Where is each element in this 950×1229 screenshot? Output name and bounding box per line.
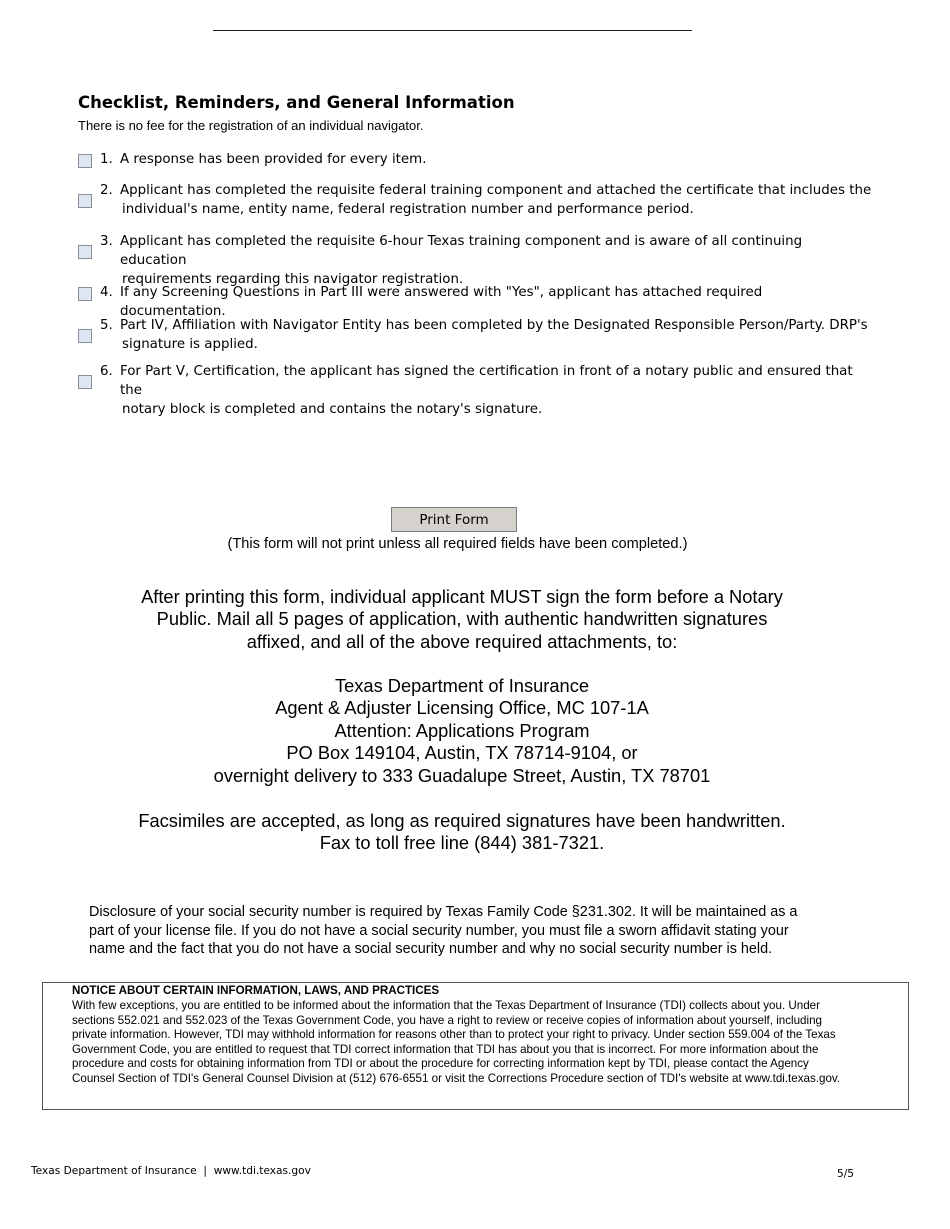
notice-line: procedure and costs for obtaining information from TDI or about the procedure for correcting information kept by TDI, please contact the Agency [72,1057,809,1071]
item-text [120,316,872,354]
address-line: Texas Department of Insurance [334,675,590,696]
notice-line: private information. However, TDI may withhold information for reasons other than to protect your right to privacy. Under section 559.004 of the Texas [72,1028,836,1042]
instruction-line: After printing this form, individual applicant MUST sign the form before a Notary [141,586,783,607]
disclosure-line: Disclosure of your social security number is required by Texas Family Code §231.302. It will be maintained as a [89,904,798,920]
print-form-button[interactable]: Print Form [391,507,517,532]
item-text [120,181,872,219]
print-note: (This form will not print unless all required fields have been completed.) [227,536,688,552]
item-text-line: requirements regarding this navigator registration. [122,272,464,287]
item-text-line: Part IV, Affiliation with Navigator Entity has been completed by the Designated Responsible Person/Party. DRP's [120,318,868,333]
mailing-instructions [0,586,924,653]
item-number: 4. [100,285,113,300]
item-text-line: A response has been provided for every item. [120,152,427,167]
notice-line: Government Code, you are entitled to request that TDI correct information that TDI has about you that is incorrect. For more information about the [72,1042,819,1056]
item-text-line: If any Screening Questions in Part III were answered with "Yes", applicant has attached required documentation. [120,285,763,319]
checklist-checkbox-3[interactable] [78,245,92,259]
notice-line: Counsel Section of TDI's General Counsel Division at (512) 676-6551 or visit the Corrections Procedure section of TDI's website at www.tdi.texas.gov. [72,1071,841,1085]
item-text-line: notary block is completed and contains the notary's signature. [122,402,543,417]
item-text-line: Applicant has completed the requisite federal training component and attached the certificate that includes the [120,183,872,198]
address-line: Attention: Applications Program [334,719,590,741]
address-line: Agent & Adjuster Licensing Office, MC 107-1A [275,697,649,719]
item-number: 5. [100,318,113,333]
footer-agency: Texas Department of Insurance | www.tdi.texas.gov [31,1165,311,1177]
instruction-line: Public. Mail all 5 pages of application, with authentic handwritten signatures [156,608,768,630]
item-number: 1. [100,152,113,167]
item-text-line: individual's name, entity name, federal registration number and performance period. [122,202,694,217]
top-rule [213,30,692,31]
item-text [120,362,872,419]
notice-line: sections 552.021 and 552.023 of the Texas Government Code, you have a right to review or receive copies of information about yourself, including [72,1013,822,1027]
disclosure-line: name and the fact that you do not have a social security number and why no social security number is held. [89,941,773,958]
ssn-disclosure [89,903,879,959]
item-text-line: Applicant has completed the requisite 6-hour Texas training component and is aware of all continuing education [120,234,803,268]
section-title: Checklist, Reminders, and General Information [78,93,515,112]
checklist-checkbox-5[interactable] [78,329,92,343]
fax-line: Facsimiles are accepted, as long as required signatures have been handwritten. [138,810,786,831]
item-number: 2. [100,183,113,198]
item-text [120,232,872,289]
item-text-line: signature is applied. [122,337,258,352]
instruction-line: affixed, and all of the above required attachments, to: [246,630,678,652]
checklist-checkbox-2[interactable] [78,194,92,208]
privacy-notice-box [42,982,909,1110]
page-number: 5/5 [837,1168,855,1180]
section-subtitle: There is no fee for the registration of an individual navigator. [78,118,424,133]
fax-info [0,810,924,855]
item-number: 3. [100,234,113,249]
disclosure-line: part of your license file. If you do not have a social security number, you must file a sworn affidavit stating your [89,922,789,939]
notice-title: NOTICE ABOUT CERTAIN INFORMATION, LAWS, AND PRACTICES [72,984,440,997]
notice-line: With few exceptions, you are entitled to be informed about the information that the Texas Department of Insurance (TDI) collects about you. Under [72,999,820,1012]
mailing-address [0,675,924,787]
checklist-checkbox-4[interactable] [78,287,92,301]
item-text [120,150,872,169]
fax-line: Fax to toll free line (844) 381-7321. [319,832,605,854]
checklist-checkbox-1[interactable] [78,154,92,168]
checklist-checkbox-6[interactable] [78,375,92,389]
address-line: overnight delivery to 333 Guadalupe Street, Austin, TX 78701 [213,764,711,786]
notice-body [72,999,907,1087]
item-number: 6. [100,364,113,379]
item-text-line: For Part V, Certification, the applicant has signed the certification in front of a notary public and ensured that the [120,364,853,398]
address-line: PO Box 149104, Austin, TX 78714-9104, or [286,742,638,764]
